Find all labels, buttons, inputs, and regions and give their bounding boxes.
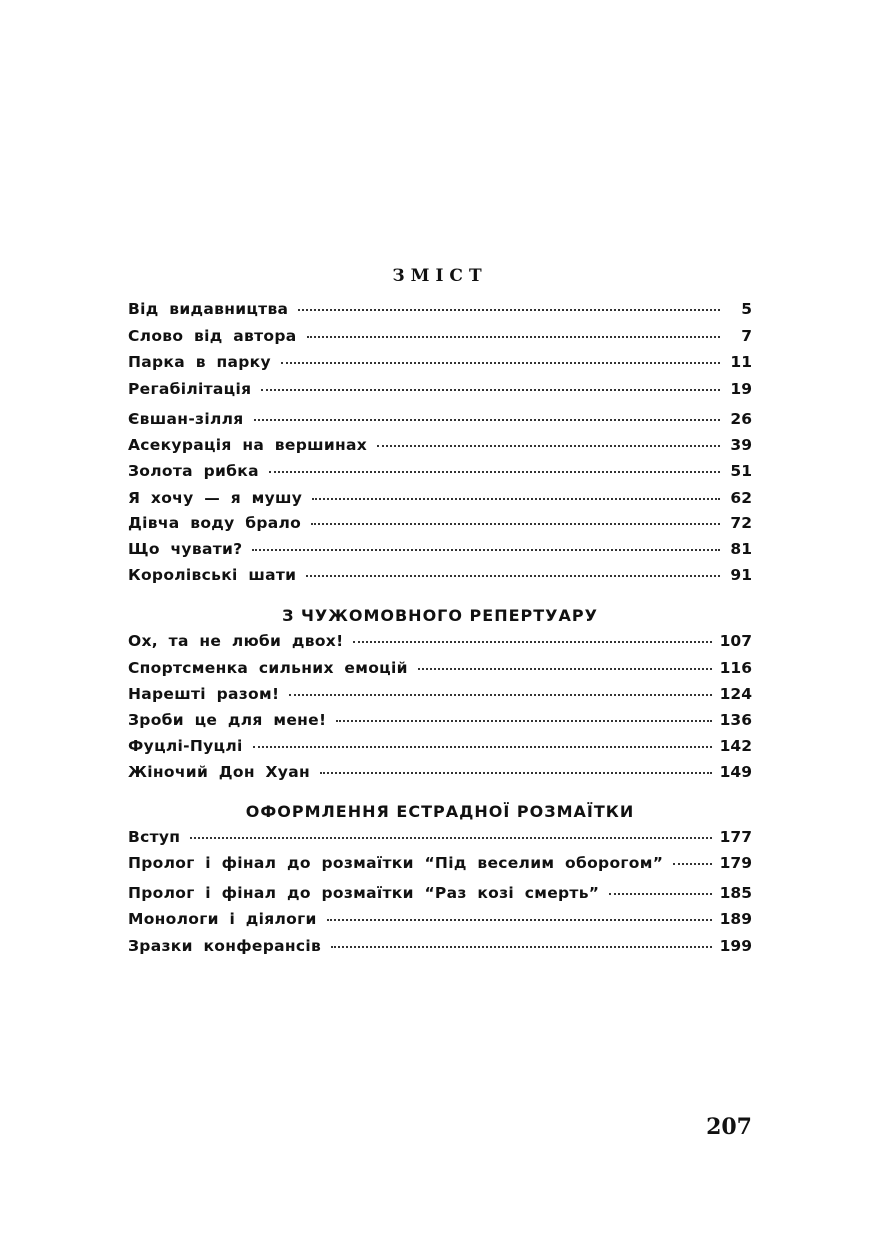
entry-title: Золота рибка: [128, 462, 259, 480]
entry-page-number: 5: [741, 300, 752, 318]
page-number: 207: [706, 1114, 752, 1140]
toc-entry: [128, 711, 752, 733]
entry-title: Асекурація на вершинах: [128, 436, 368, 454]
entry-page-number: 116: [719, 659, 752, 677]
toc-entry: [128, 489, 752, 511]
entry-page-number: 199: [719, 937, 752, 955]
toc-entry: [128, 353, 752, 375]
dot-leader: [311, 522, 720, 525]
dot-leader: [353, 640, 711, 643]
entry-page-number: 7: [741, 327, 752, 345]
toc-entry: [128, 410, 752, 432]
toc-entry: [128, 737, 752, 759]
entry-page-number: 62: [730, 489, 752, 507]
dot-leader: [254, 418, 720, 421]
entry-page-number: 51: [730, 462, 752, 480]
entry-page-number: 179: [719, 854, 752, 872]
dot-leader: [269, 470, 720, 473]
entry-page-number: 185: [719, 884, 752, 902]
toc-entry: [128, 763, 752, 785]
dot-leader: [312, 497, 720, 500]
entry-title: Фуцлі-Пуцлі: [128, 737, 243, 755]
dot-leader: [190, 836, 711, 839]
entry-page-number: 107: [719, 632, 752, 650]
entry-title: Нарешті разом!: [128, 685, 280, 703]
section-heading: З ЧУЖОМОВНОГО РЕПЕРТУАРУ: [282, 606, 598, 625]
entry-title: Вступ: [128, 828, 181, 846]
toc-entry: [128, 462, 752, 484]
entry-title: Королівські шати: [128, 566, 297, 584]
entry-page-number: 19: [730, 380, 752, 398]
entry-title: Спортсменка сильних емоцій: [128, 659, 408, 677]
entry-title: Монологи і діялоги: [128, 910, 317, 928]
entry-page-number: 72: [730, 514, 752, 532]
dot-leader: [298, 308, 720, 311]
toc-entry: [128, 659, 752, 681]
dot-leader: [320, 771, 712, 774]
dot-leader: [289, 693, 711, 696]
toc-entry: [128, 937, 752, 959]
dot-leader: [253, 745, 712, 748]
toc-entry: [128, 436, 752, 458]
toc-entry: [128, 854, 752, 876]
dot-leader: [281, 361, 720, 364]
dot-leader: [331, 945, 712, 948]
dot-leader: [306, 574, 720, 577]
entry-title: Я хочу — я мушу: [128, 489, 303, 507]
entry-page-number: 177: [719, 828, 752, 846]
toc-entry: [128, 685, 752, 707]
dot-leader: [261, 388, 720, 391]
toc-entry: [128, 540, 752, 562]
toc-entry: [128, 566, 752, 588]
dot-leader: [673, 862, 711, 865]
toc-entry: [128, 300, 752, 322]
dot-leader: [336, 719, 711, 722]
toc-entry: [128, 514, 752, 536]
entry-title: Пролог і фінал до розмаїтки “Раз козі смерть”: [128, 884, 600, 902]
dot-leader: [307, 335, 720, 338]
entry-title: Слово від автора: [128, 327, 297, 345]
entry-page-number: 189: [719, 910, 752, 928]
entry-page-number: 149: [719, 763, 752, 781]
entry-page-number: 11: [730, 353, 752, 371]
entry-title: Що чувати?: [128, 540, 243, 558]
entry-title: Євшан-зілля: [128, 410, 244, 428]
section-heading: ОФОРМЛЕННЯ ЕСТРАДНОЇ РОЗМАЇТКИ: [245, 802, 635, 821]
dot-leader: [252, 548, 720, 551]
entry-title: Жіночий Дон Хуан: [128, 763, 310, 781]
toc-entry: [128, 327, 752, 349]
entry-page-number: 136: [719, 711, 752, 729]
dot-leader: [327, 918, 712, 921]
entry-page-number: 39: [730, 436, 752, 454]
entry-title: Зроби це для мене!: [128, 711, 327, 729]
entry-title: Парка в парку: [128, 353, 271, 371]
entry-title: Регабілітація: [128, 380, 252, 398]
toc-title: ЗМІСТ: [392, 266, 488, 286]
entry-page-number: 81: [730, 540, 752, 558]
entry-page-number: 26: [730, 410, 752, 428]
entry-title: Ох, та не люби двох!: [128, 632, 344, 650]
entry-title: Зразки конферансів: [128, 937, 322, 955]
dot-leader: [377, 444, 720, 447]
entry-page-number: 124: [719, 685, 752, 703]
toc-entry: [128, 910, 752, 932]
entry-title: Пролог і фінал до розмаїтки “Під веселим оборогом”: [128, 854, 664, 872]
toc-entry: [128, 380, 752, 402]
dot-leader: [609, 892, 711, 895]
entry-page-number: 142: [719, 737, 752, 755]
entry-page-number: 91: [730, 566, 752, 584]
toc-entry: [128, 884, 752, 906]
toc-entry: [128, 632, 752, 654]
toc-entry: [128, 828, 752, 850]
entry-title: Дівча воду брало: [128, 514, 302, 532]
dot-leader: [418, 667, 712, 670]
entry-title: Від видавництва: [128, 300, 289, 318]
